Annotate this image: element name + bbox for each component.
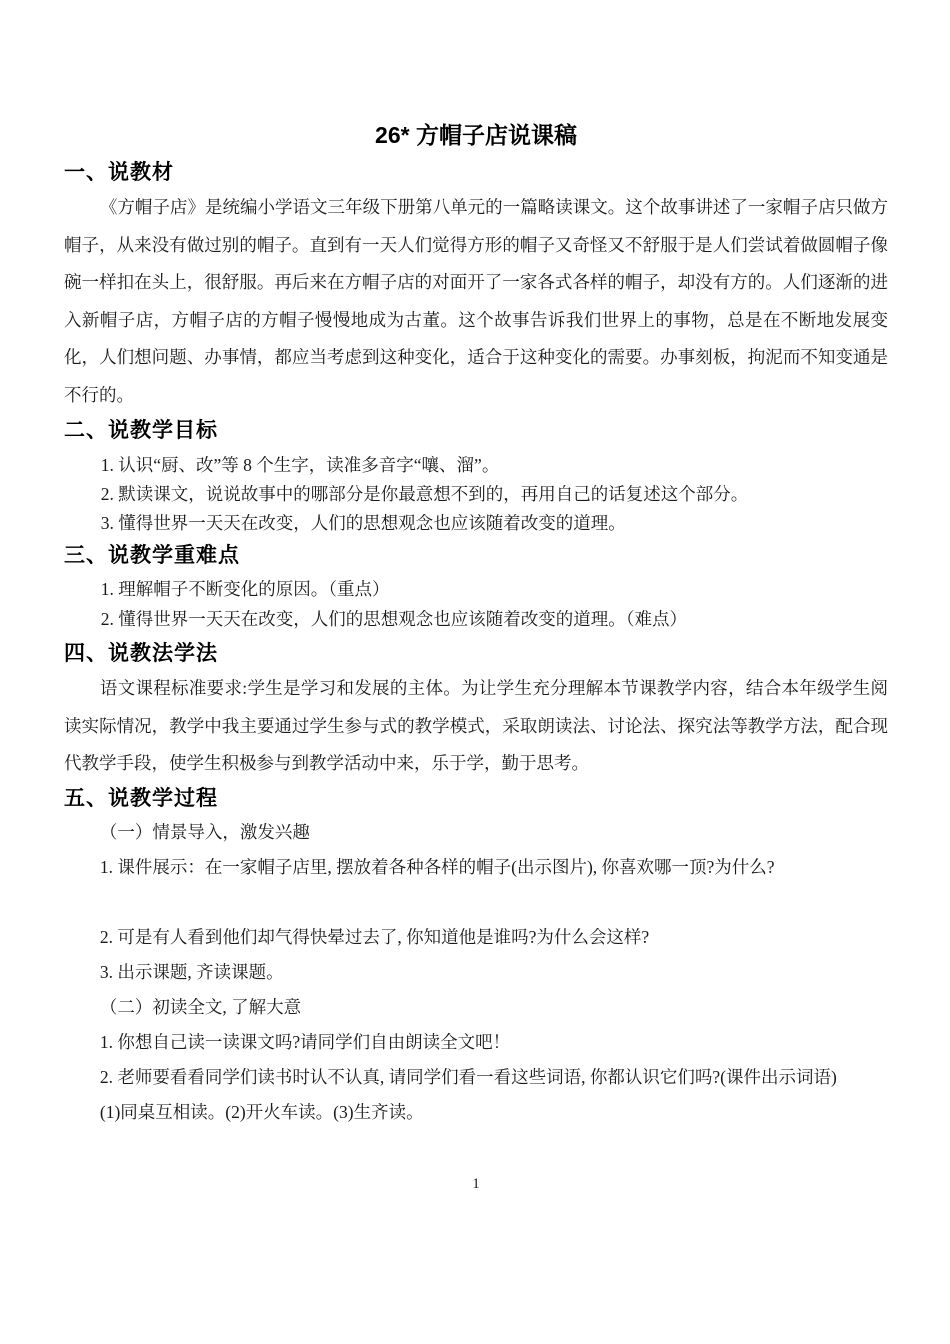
list-item: 1. 理解帽子不断变化的原因。（重点） <box>100 579 390 599</box>
list-item: (1)同桌互相读。(2)开火车读。(3)生齐读。 <box>99 1101 424 1122</box>
section-1-paragraph: 《方帽子店》是统编小学语文三年级下册第八单元的一篇略读课文。这个故事讲述了一家帽子店只做方帽子，从来没有做过别的帽子。直到有一天人们觉得方形的帽子又奇怪又不舒服于是人们尝试着做圆帽子像碗一样扣在头上，很舒服。再后来在方帽子店的对面开了一家各式各样的帽子，却没有方的。人们逐渐的进入新帽子店，方帽子店的方帽子慢慢地成为古董。这个故事告诉我们世界上的事物，总是在不断地发展变化，人们想问题、办事情，都应当考虑到这种变化，适合于这种变化的需要。办事刻板，拘泥而不知变通是不行的。 <box>64 197 888 405</box>
list-item: 1. 课件展示：在一家帽子店里, 摆放着各种各样的帽子(出示图片), 你喜欢哪一顶?为什么? <box>99 856 775 877</box>
list-item: 2. 可是有人看到他们却气得快晕过去了, 你知道他是谁吗?为什么会这样? <box>99 926 650 947</box>
section-shuo-jiaocai <box>64 159 888 414</box>
list-item: 2. 老师要看看同学们读书时认不认真, 请同学们看一看这些词语, 你都认识它们吗?(课件出示词语) <box>99 1066 837 1087</box>
list-item: 1. 认识“厨、改”等 8 个生字，读准多音字“嚷、溜”。 <box>100 455 500 475</box>
section-jiaofa-xuefa <box>64 640 888 783</box>
list-item: 2. 懂得世界一天天在改变，人们的思想观念也应该随着改变的道理。（难点） <box>100 609 687 629</box>
section-5-lines <box>64 815 888 1130</box>
list-item: 2. 默读课文，说说故事中的哪部分是你最意想不到的，再用自己的话复述这个部分。 <box>100 484 749 504</box>
section-jiaoxue-mubiao <box>64 417 888 538</box>
section-4-heading: 四、说教法学法 <box>64 642 218 665</box>
section-1-heading: 一、说教材 <box>64 161 174 184</box>
document-title: 26* 方帽子店说课稿 <box>375 122 577 148</box>
list-item: 3. 出示课题, 齐读课题。 <box>99 961 284 982</box>
section-3-heading: 三、说教学重难点 <box>64 544 240 567</box>
section-2-heading: 二、说教学目标 <box>64 419 218 442</box>
sub-section-heading: （二）初读全文, 了解大意 <box>99 996 302 1017</box>
list-item: 1. 你想自己读一读课文吗?请同学们自由朗读全文吧！ <box>99 1031 511 1052</box>
sub-section-heading: （一）情景导入，激发兴趣 <box>99 821 310 842</box>
section-4-paragraph: 语文课程标准要求:学生是学习和发展的主体。为让学生充分理解本节课教学内容，结合本年级学生阅读实际情况，教学中我主要通过学生参与式的教学模式，采取朗读法、讨论法、探究法等教学方法，配合现代教学手段，使学生积极参与到教学活动中来，乐于学，勤于思考。 <box>64 678 888 773</box>
page-number: 1 <box>472 1175 480 1192</box>
section-3-items <box>64 574 888 634</box>
section-2-items <box>64 451 888 538</box>
section-jiaoxue-guocheng <box>64 785 888 1130</box>
section-5-heading: 五、说教学过程 <box>64 786 218 810</box>
list-item: 3. 懂得世界一天天在改变，人们的思想观念也应该随着改变的道理。 <box>100 513 626 533</box>
section-zhong-nan-dian <box>64 542 888 634</box>
